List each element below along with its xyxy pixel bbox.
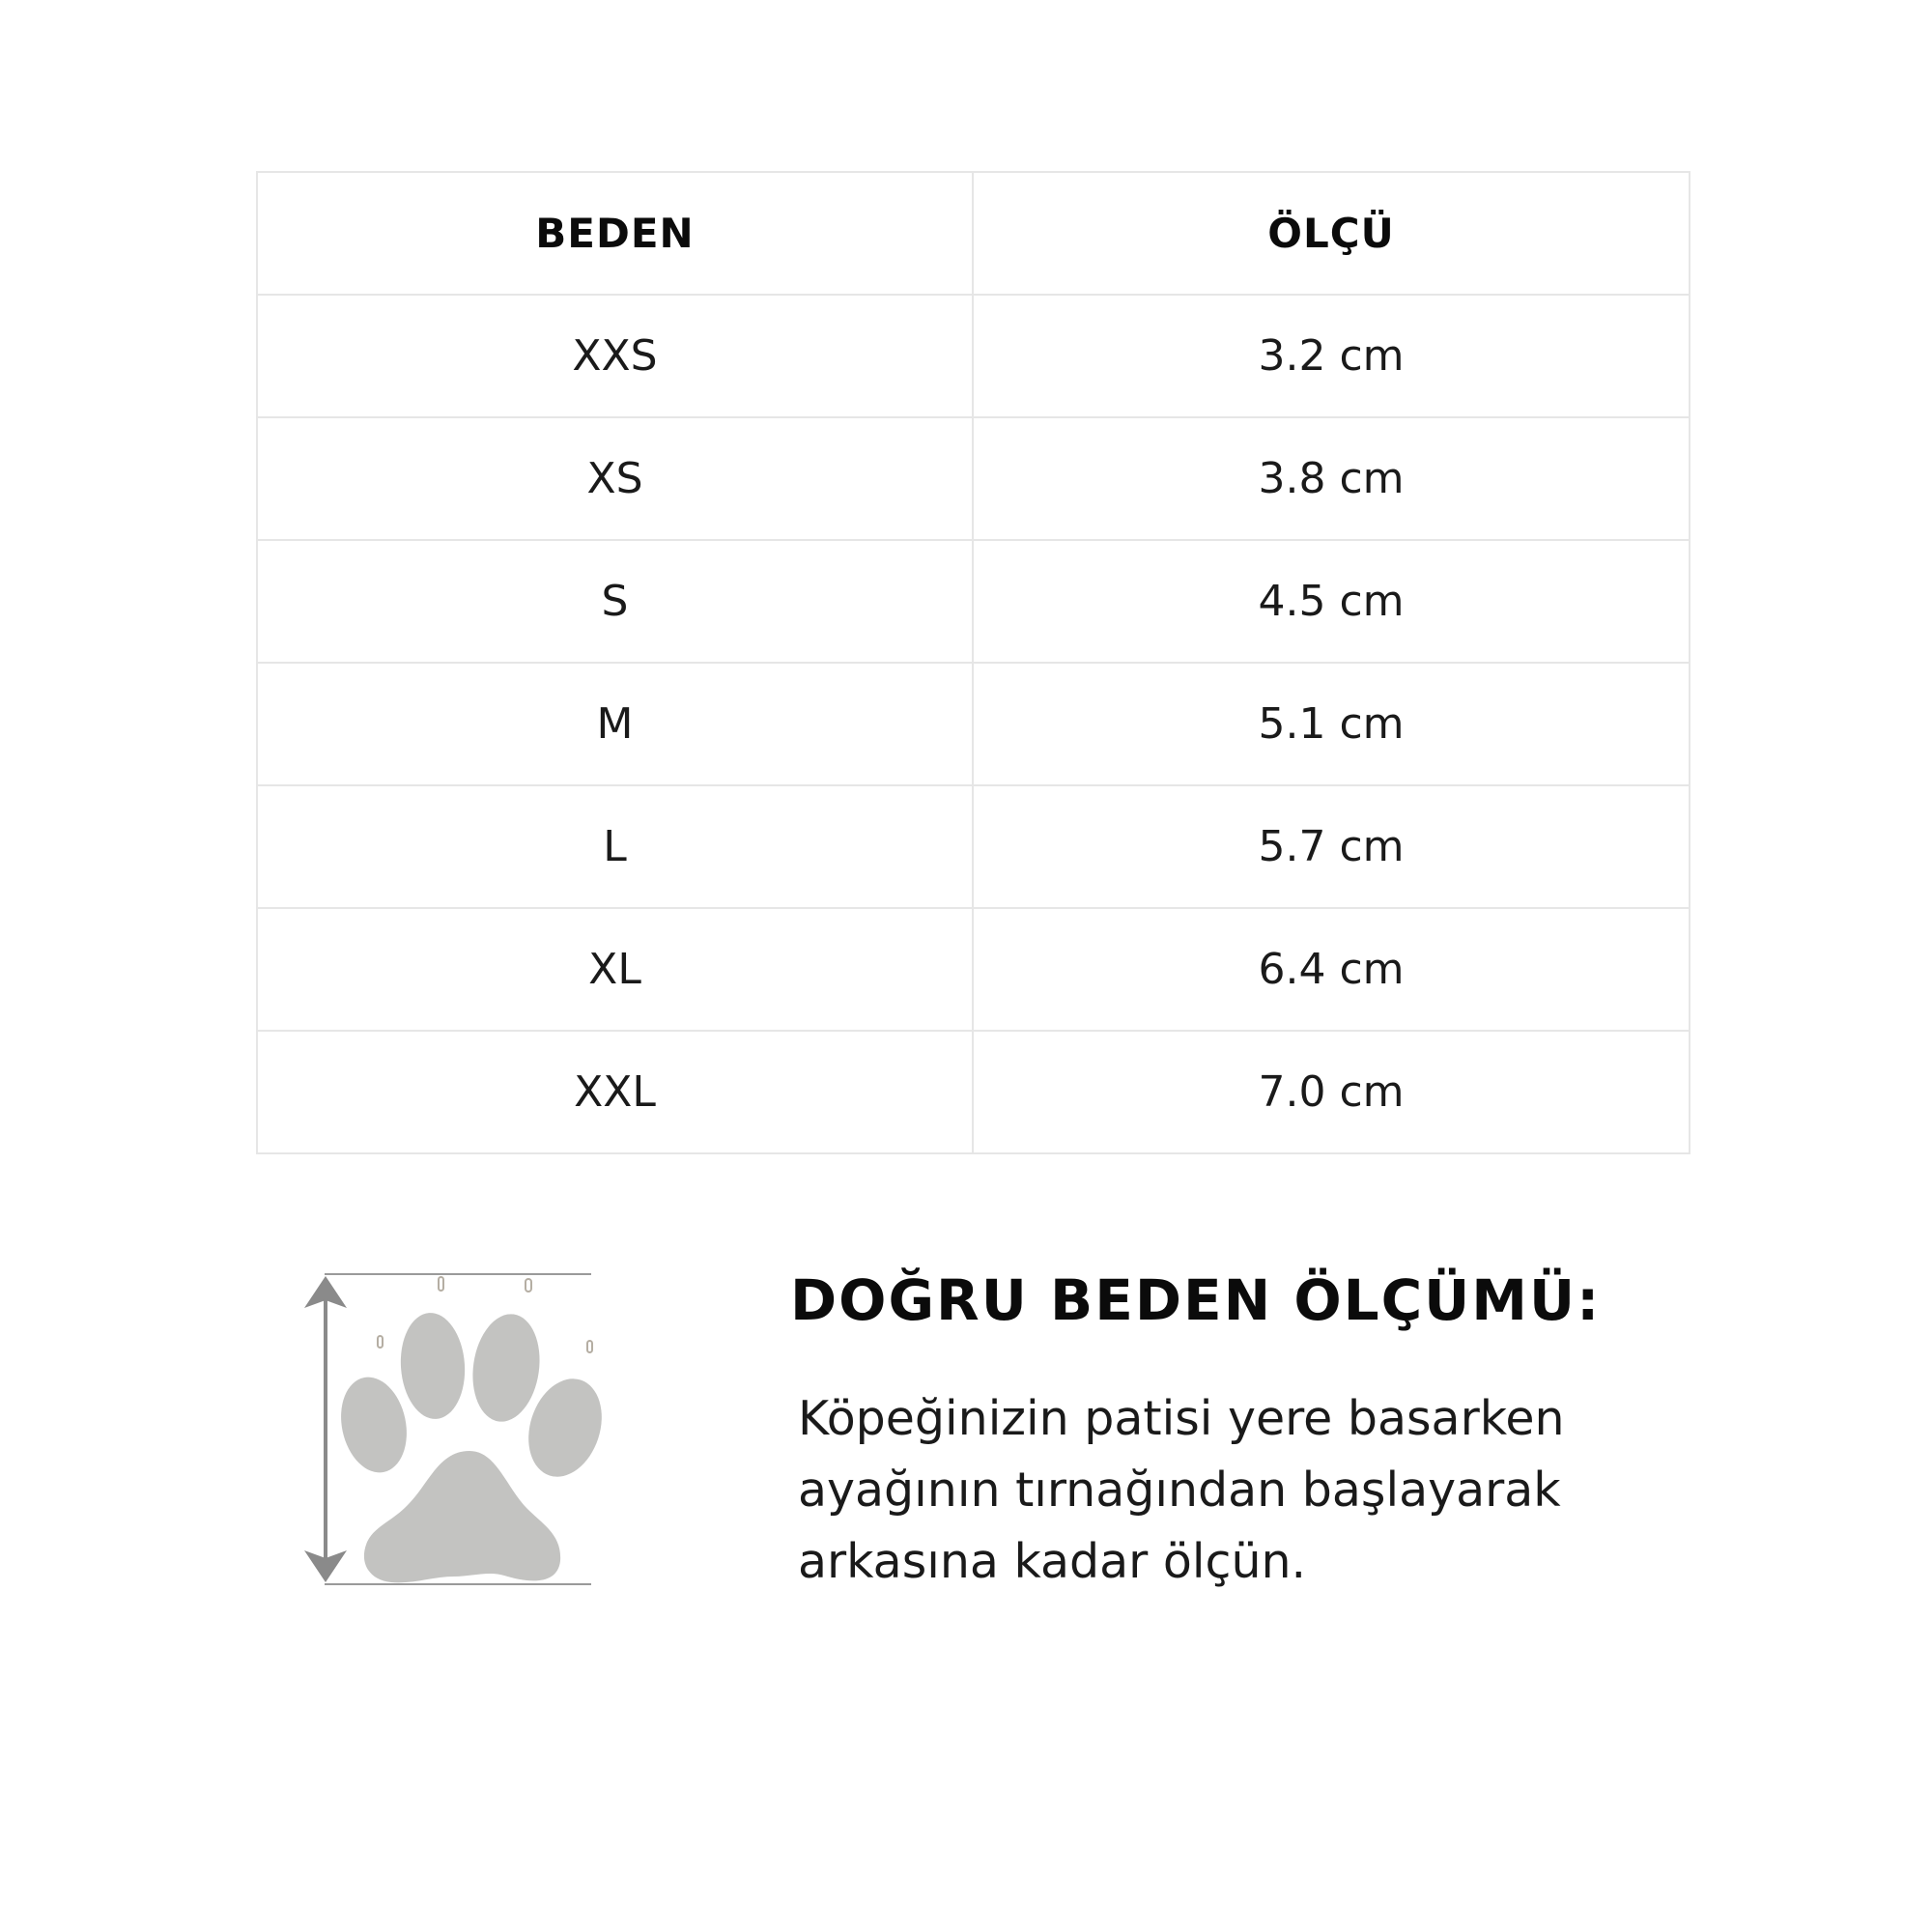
table-row: [257, 295, 1690, 417]
measure-cell: 3.8 cm: [973, 417, 1690, 540]
measure-column-header: ÖLÇÜ: [973, 172, 1690, 295]
guide-text-line: arkasına kadar ölçün.: [798, 1534, 1307, 1589]
measure-cell: 5.7 cm: [973, 785, 1690, 908]
paw-measure-icon: [290, 1265, 618, 1599]
size-chart-table: [256, 171, 1690, 1154]
size-cell: L: [257, 785, 973, 908]
table-row: [257, 417, 1690, 540]
measure-cell: 7.0 cm: [973, 1031, 1690, 1153]
measure-cell: 3.2 cm: [973, 295, 1690, 417]
paw-claw: [587, 1341, 592, 1352]
size-cell: M: [257, 663, 973, 785]
paw-measure-illustration: [290, 1265, 618, 1599]
guide-text-line: ayağının tırnağından başlayarak: [798, 1463, 1561, 1518]
measure-cell: 5.1 cm: [973, 663, 1690, 785]
paw-claw: [439, 1277, 443, 1291]
size-cell: XL: [257, 908, 973, 1031]
table-row: [257, 1031, 1690, 1153]
measurement-guide-text: [798, 1383, 1725, 1598]
table-header-row: [257, 172, 1690, 295]
table-row: [257, 663, 1690, 785]
size-cell: XXL: [257, 1031, 973, 1153]
size-cell: S: [257, 540, 973, 663]
measure-cell: 4.5 cm: [973, 540, 1690, 663]
table-row: [257, 540, 1690, 663]
measurement-guide-title: DOĞRU BEDEN ÖLÇÜMÜ:: [790, 1267, 1602, 1333]
paw-main-pad: [364, 1451, 560, 1582]
size-cell: XXS: [257, 295, 973, 417]
size-cell: XS: [257, 417, 973, 540]
size-column-header: BEDEN: [257, 172, 973, 295]
paw-claw: [526, 1279, 531, 1292]
guide-text-line: Köpeğinizin patisi yere basarken: [798, 1391, 1565, 1446]
paw-claw: [378, 1336, 383, 1348]
paw-toe-pad: [397, 1311, 469, 1421]
paw-toe-pad: [467, 1310, 547, 1426]
table-row: [257, 785, 1690, 908]
measure-cell: 6.4 cm: [973, 908, 1690, 1031]
paw-toe-pad: [332, 1371, 414, 1479]
table-row: [257, 908, 1690, 1031]
